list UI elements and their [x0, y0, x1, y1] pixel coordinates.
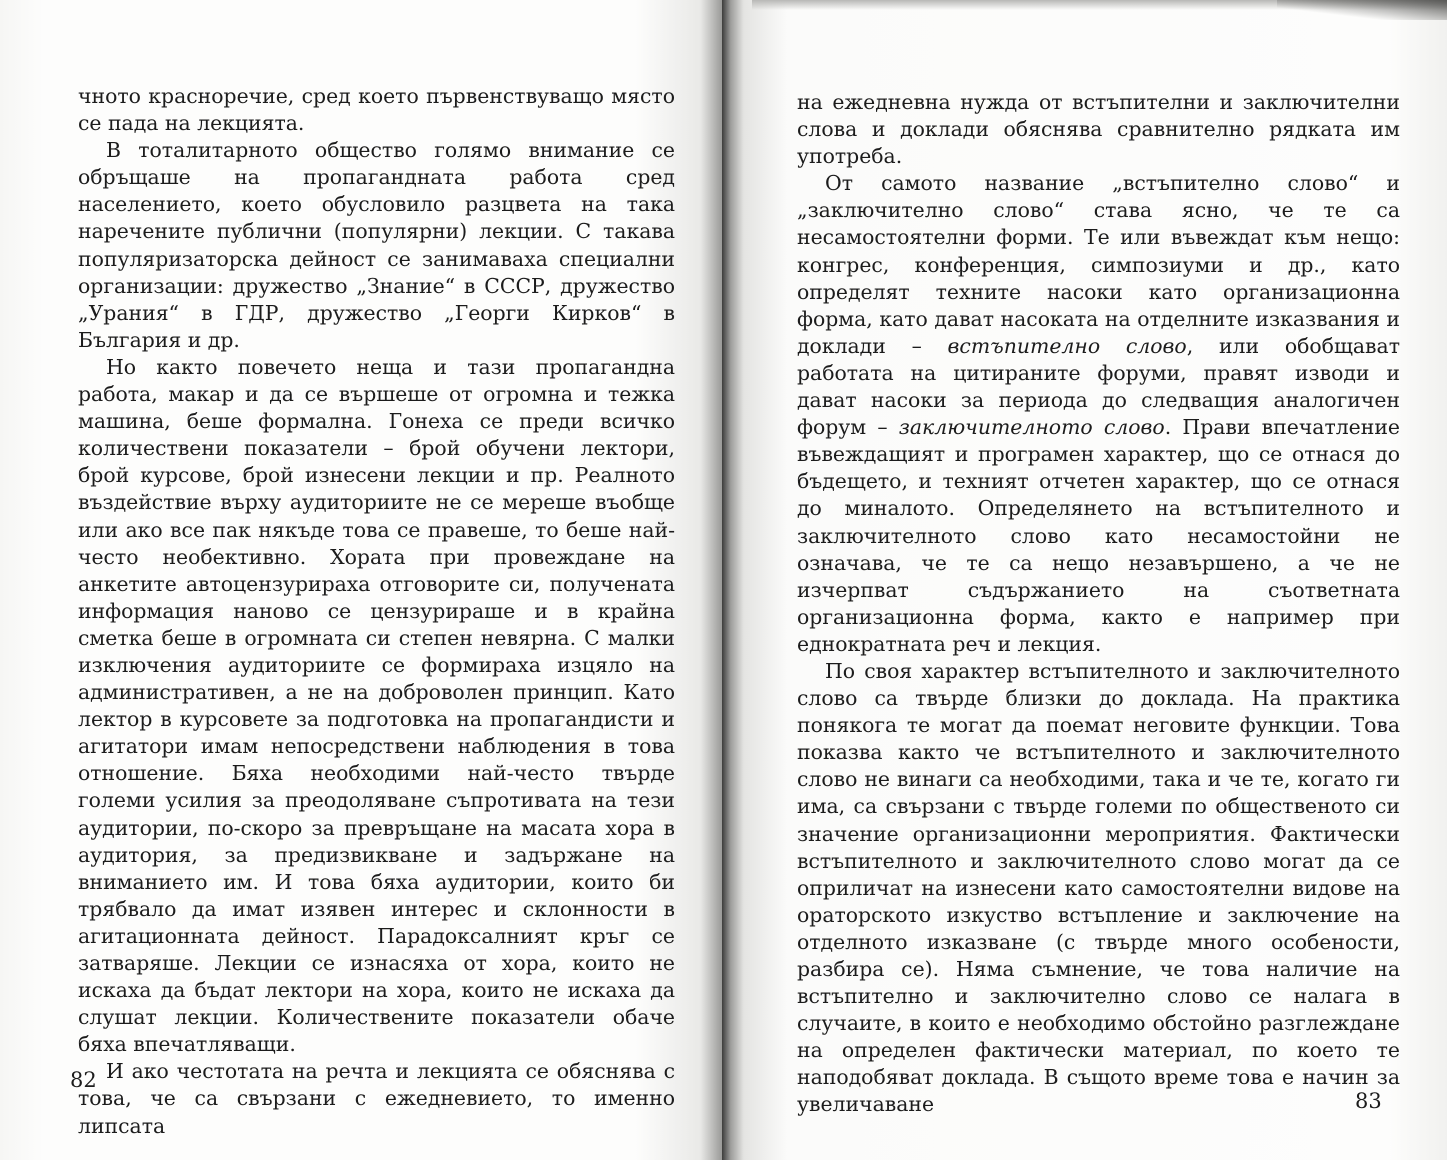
paragraph	[797, 89, 1400, 170]
text-segment: , или обобщават работата на цитираните форуми, правят изводи и дават насоки за периода до следващия аналогичен форум –	[797, 333, 1400, 440]
paragraph: И ако честотата на речта и лекцията се обяснява с това, че са свързани с ежедневието, то именно липсата	[78, 1059, 675, 1138]
italic-term: заключителното слово	[898, 415, 1165, 440]
text-segment: . Прави впечатление въвеждащият и програмен характер, що се отнася до бъдещето, и техният отчетен характер, що се отнася до миналото. Определянето на встъпителното и заключителното слово като несамостойни не означава, че те са нещо незавършено, а че не изчерпват съдържанието на съответната организационна форма, както е например при еднократната реч и лекция.	[797, 415, 1400, 656]
page-number: 82	[70, 1068, 97, 1092]
paragraph: Но както повечето неща и тази пропагандна работа, макар и да се вършеше от огромна и тежка машина, беше формална. Гонеха се преди всичко количествени показатели – брой обучени лектори, брой курсове, брой изнесени лекции и пр. Реалното въздействие върху аудиториите не се мереше въобще или ако все пак някъде това се правеше, то беше най-често необективно. Хората при провеждане на анкетите автоцензурираха отговорите си, получената информация наново се цензурираше и в крайна сметка беше в огромната си степен невярна. С малки изключения аудиториите се формираха изцяло на административен, а не на доброволен принцип. Като лектор в курсовете за подготовка на пропагандисти и агитатори имам непосредствени наблюдения в това отношение. Бяха необходими най-често твърде големи усилия за преодоляване съпротивата на тези аудитории, по-скоро за превръщане на масата хора в аудитория, за предизвикване и задържане на вниманието им. И това бяха аудитории, които би трябвало да имат изявен интерес и склонности в агитационната дейност. Парадоксалният кръг се затваряше. Лекции се изнасяха от хора, които не искаха да бъдат лектори на хора, които не искаха да слушат лекции. Количествените показатели обаче бяха впечатляващи.	[78, 354, 675, 1057]
text-segment: на ежедневна нужда от встъпителни и заключителни слова и доклади обяснява сравнително рядката им употреба.	[797, 90, 1400, 169]
right-page	[722, 0, 1447, 1160]
paragraph: чното красноречие, сред което първенствуващо място се пада на лекцията.	[78, 84, 675, 136]
page-corner-shadow	[1277, 0, 1447, 20]
paragraph: В тоталитарното общество голямо внимание се обръщаше на пропагандната работа сред населението, което обусловило разцвета на така наречените публични (популярни) лекции. С такава популяризаторска дейност се занимаваха специални организации: дружество „Знание“ в СССР, дружество „Урания“ в ГДР, дружество „Георги Кирков“ в България и др.	[78, 138, 675, 352]
left-page	[0, 0, 722, 1160]
italic-term: встъпително слово	[947, 333, 1187, 358]
text-segment: От самото название „встъпително слово“ и „заключително слово“ става ясно, че те са несамостоятелни форми. Те или въвеждат към нещо: конгрес, конференция, симпозиуми и др., като определят техните насоки като организационна форма, като дават насоката на отделните изказвания и доклади –	[797, 171, 1400, 358]
right-page-text	[797, 89, 1400, 1119]
text-segment: По своя характер встъпителното и заключителното слово са твърде близки до доклада. На практика понякога те могат да поемат неговите функции. Това показва както че встъпителното и заключителното слово не винаги са необходими, така и че те, когато ги има, са свързани с твърде големи по общественото си значение организационни мероприятия. Фактически встъпителното и заключителното слово могат да се оприличат на изнесени като самостоятелни видове на ораторското изкуство встъпление и заключение на отделното изказване (с твърде много особености, разбира се). Няма съмнение, че това наличие на встъпително и заключително слово се налага в случаите, в които е необходимо обстойно разглеждане на определен фактически материал, по което те наподобяват доклада. В същото време това е начин за увеличаване	[797, 658, 1400, 1117]
paragraph	[797, 170, 1400, 658]
left-page-text	[78, 83, 675, 1140]
paragraph	[797, 658, 1400, 1119]
page-number: 83	[1355, 1089, 1382, 1113]
